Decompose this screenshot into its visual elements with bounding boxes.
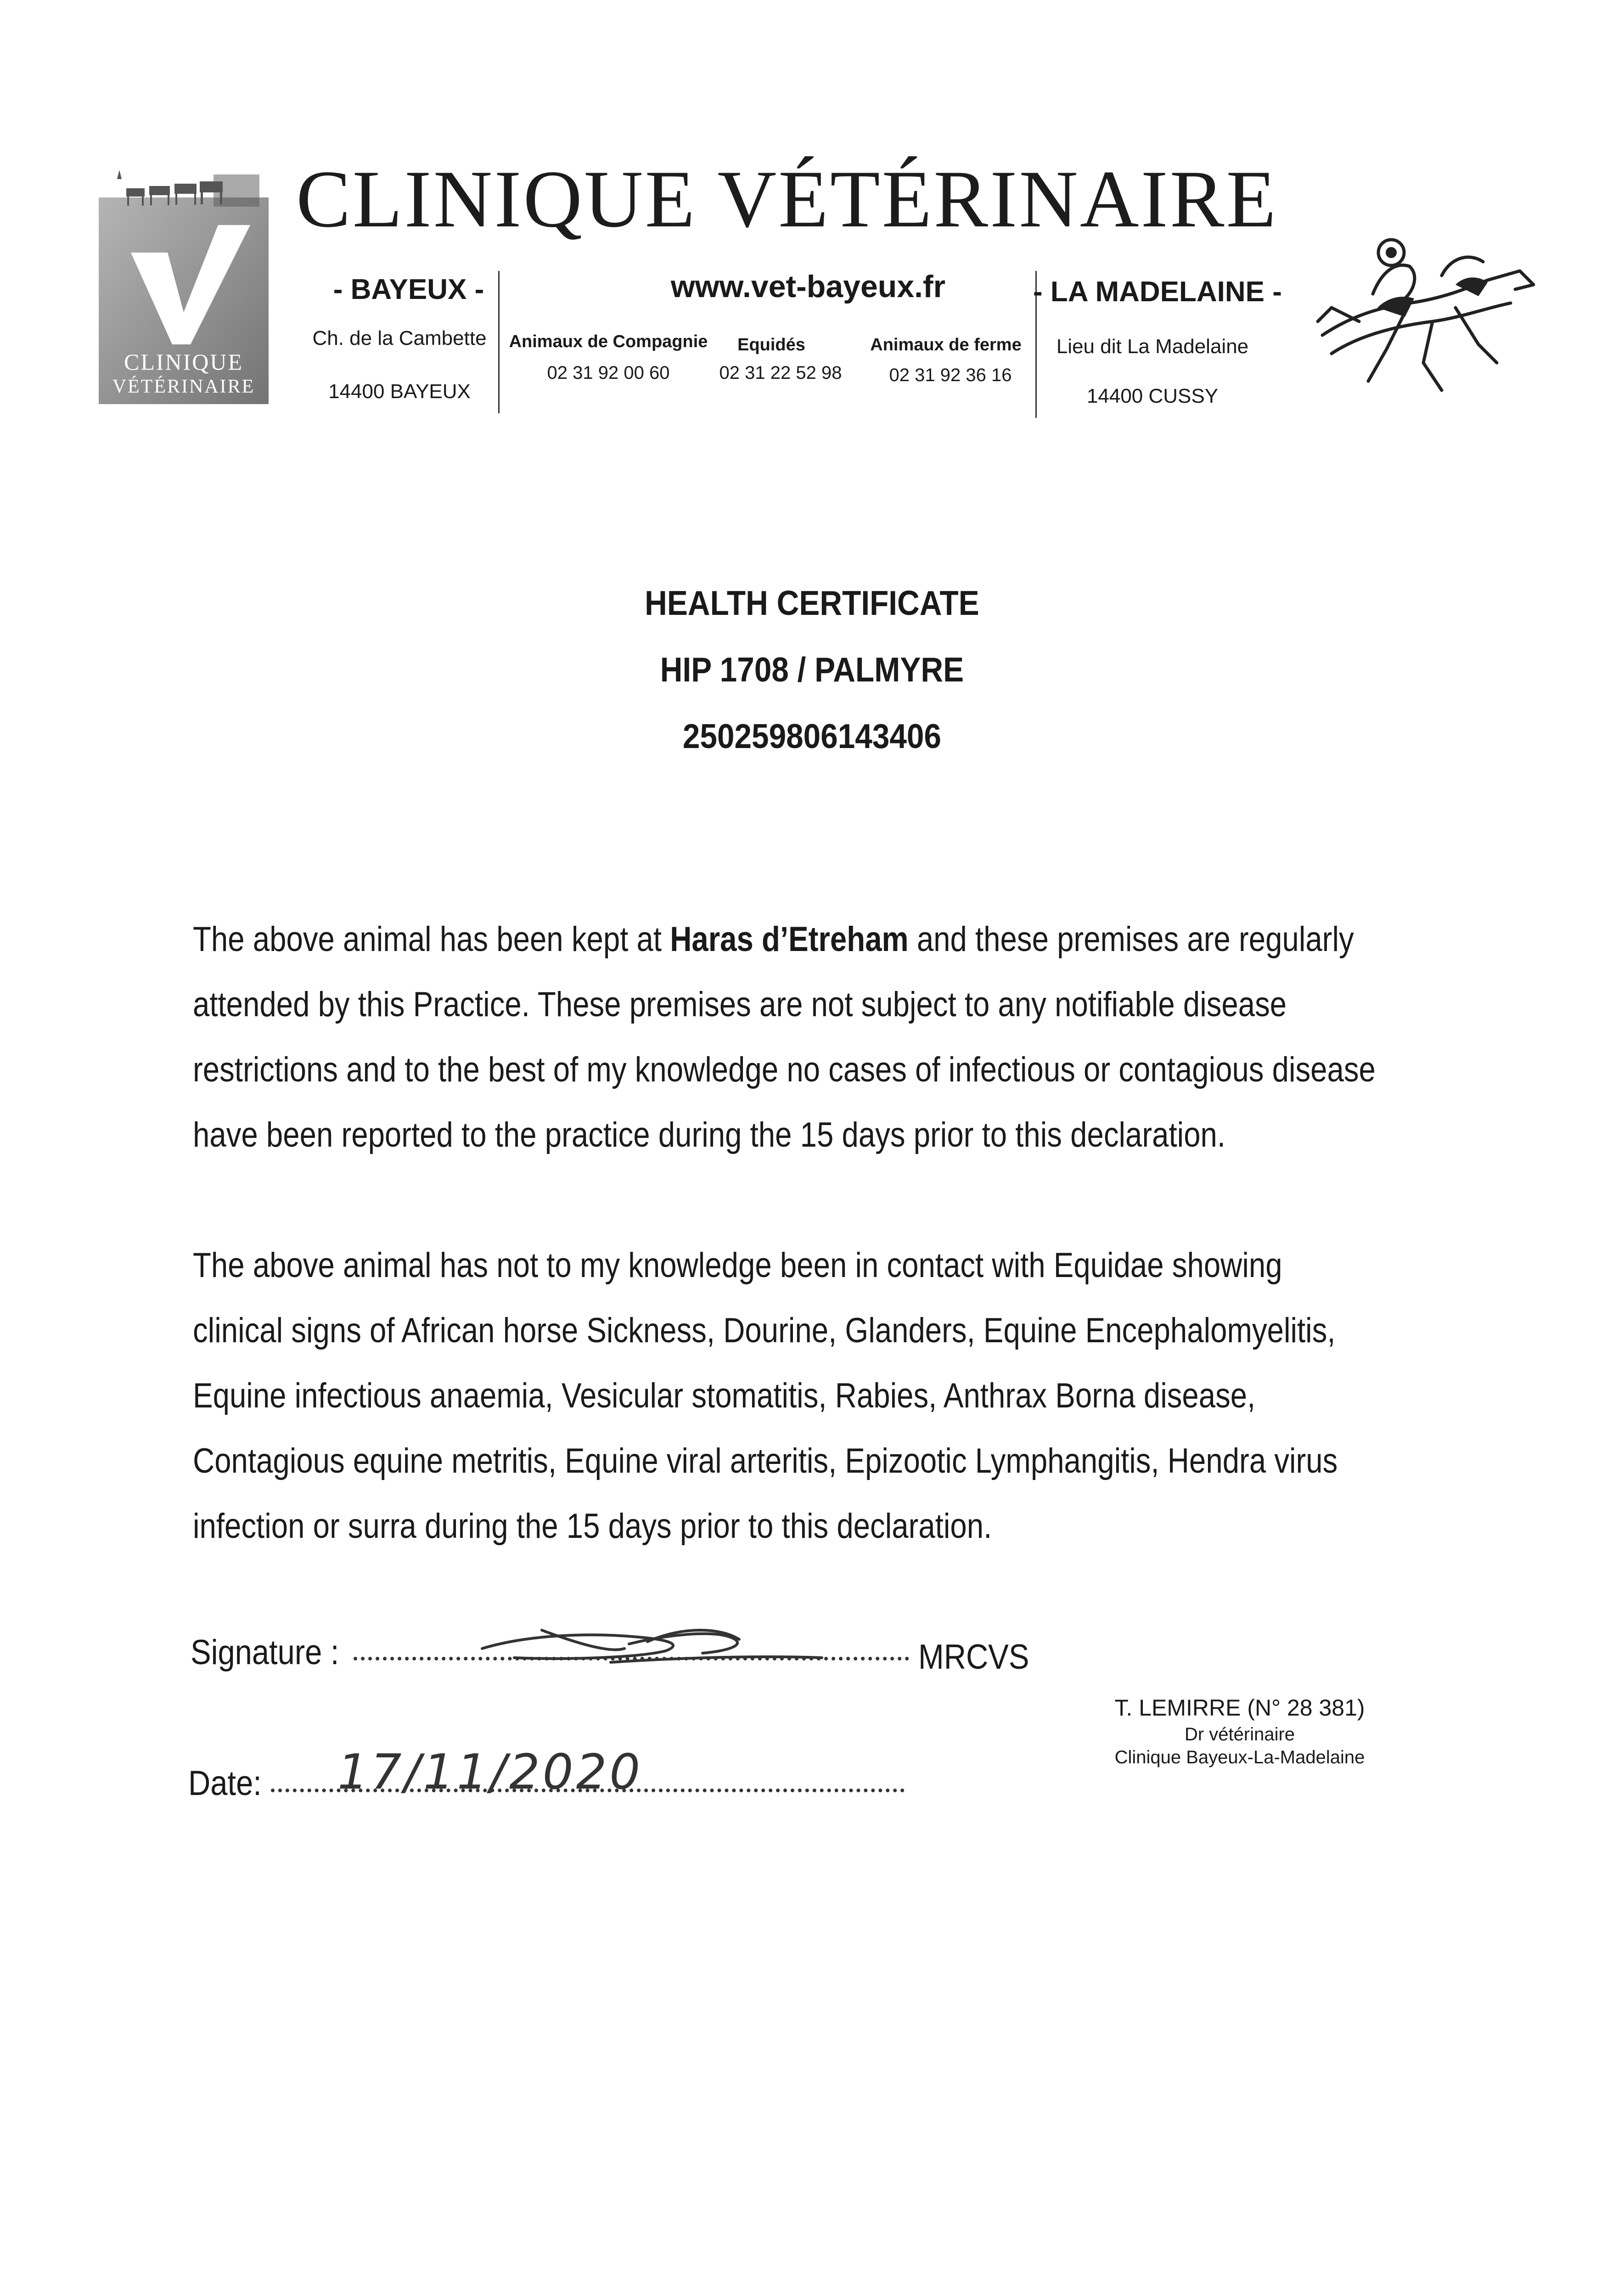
paragraph-line: restrictions and to the best of my knowledge no cases of infectious or contagious disease [193, 1050, 1376, 1089]
disease-contact-paragraph [193, 1233, 1460, 1559]
logo-text-line-2: VÉTÉRINAIRE [112, 376, 255, 397]
service-label-equine: Equidés [737, 335, 805, 355]
service-label-companion: Animaux de Compagnie [509, 332, 708, 351]
service-label-farm: Animaux de ferme [870, 335, 1022, 355]
clinic-title: CLINIQUE VÉTÉRINAIRE [296, 153, 1278, 244]
paragraph-line: The above animal has been kept at Haras d’Etreham and these premises are regularly [193, 920, 1354, 959]
service-phone-farm: 02 31 92 36 16 [889, 365, 1012, 385]
vet-clinic: Clinique Bayeux-La-Madelaine [1114, 1747, 1365, 1767]
paragraph-line: have been reported to the practice during the 15 days prior to this declaration. [193, 1115, 1226, 1154]
bayeux-city: 14400 BAYEUX [328, 380, 471, 403]
microchip-number: 250259806143406 [682, 717, 941, 755]
logo-text-line-1: CLINIQUE [124, 349, 244, 375]
racehorse-illustration [1304, 216, 1543, 409]
paragraph-line: Equine infectious anaemia, Vesicular stomatitis, Rabies, Anthrax Borna disease, [193, 1376, 1256, 1415]
svg-text:17/11/2020: 17/11/2020 [337, 1745, 643, 1800]
bayeux-street: Ch. de la Cambette [312, 327, 487, 349]
premises-paragraph [193, 907, 1460, 1168]
paragraph-line: attended by this Practice. These premises are not subject to any notifiable disease [193, 985, 1287, 1024]
clinic-logo [99, 161, 269, 404]
madelaine-heading: - LA MADELAINE - [1033, 276, 1282, 308]
handwritten-signature [473, 1616, 849, 1676]
vet-name: T. LEMIRRE (N° 28 381) [1114, 1695, 1365, 1721]
certificate-title: HEALTH CERTIFICATE [645, 584, 979, 622]
service-phone-equine: 02 31 22 52 98 [719, 363, 842, 383]
handwritten-date [333, 1745, 663, 1805]
service-phone-companion: 02 31 92 00 60 [547, 363, 670, 383]
header-divider [498, 271, 500, 413]
paragraph-line: infection or surra during the 15 days prior to this declaration. [193, 1507, 992, 1546]
paragraph-line: The above animal has not to my knowledge been in contact with Equidae showing [193, 1246, 1282, 1285]
signature-label: Signature : [191, 1633, 339, 1672]
paragraph-line: Contagious equine metritis, Equine viral arteritis, Epizootic Lymphangitis, Hendra virus [193, 1441, 1338, 1480]
madelaine-city: 14400 CUSSY [1086, 385, 1219, 407]
date-label: Date: [188, 1764, 262, 1803]
premises-name: Haras d’Etreham [670, 920, 909, 959]
horse-identifier: HIP 1708 / PALMYRE [660, 650, 964, 689]
paragraph-line: clinical signs of African horse Sickness, Dourine, Glanders, Equine Encephalomyelitis, [193, 1311, 1336, 1350]
bayeux-heading: - BAYEUX - [333, 274, 484, 305]
mrcvs-label: MRCVS [918, 1638, 1029, 1677]
website-link[interactable]: www.vet-bayeux.fr [670, 269, 946, 304]
madelaine-street: Lieu dit La Madelaine [1056, 335, 1249, 358]
vet-title: Dr vétérinaire [1184, 1724, 1295, 1745]
